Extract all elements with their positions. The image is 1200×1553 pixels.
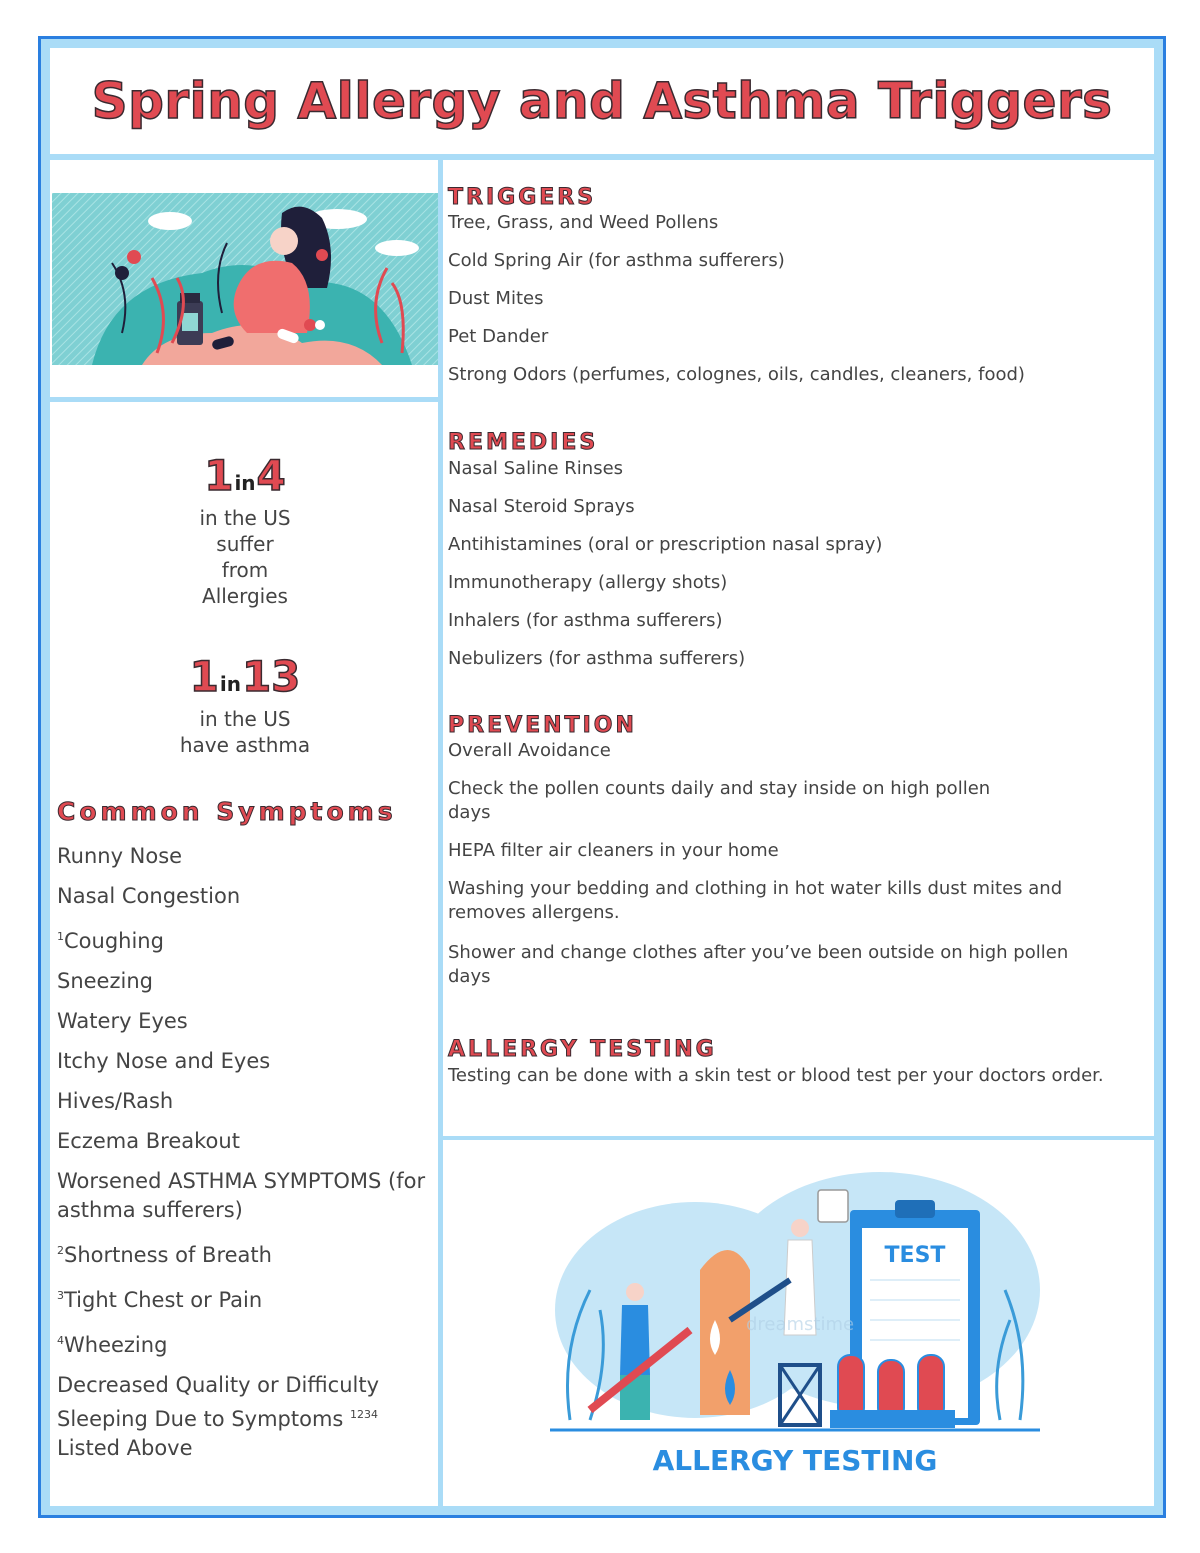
triggers-list xyxy=(448,211,1138,387)
symptom-item: Eczema Breakout xyxy=(57,1129,240,1153)
stat-line: suffer xyxy=(216,532,274,556)
footnote-mark: 4 xyxy=(57,1334,64,1347)
allergy-testing-illustration xyxy=(550,1170,1050,1440)
symptom-item: $^3$Tight Chest or Pain xyxy=(57,1288,263,1312)
footnote-mark: 1 xyxy=(57,930,64,943)
stat-line: in the US xyxy=(199,707,291,731)
remedy-item: Inhalers (for asthma sufferers) xyxy=(448,610,723,631)
stat-number: 1 xyxy=(189,652,219,701)
stat-allergies xyxy=(52,451,438,609)
remedy-item: Nasal Steroid Sprays xyxy=(448,496,635,517)
symptom-item: Hives/Rash xyxy=(57,1089,174,1113)
symptom-item: Decreased Quality or Difficulty Sleeping Due to Symptoms $^{1234}$ Listed Above xyxy=(57,1373,379,1460)
prevention-list xyxy=(448,739,1128,989)
stat-number: 1 xyxy=(204,451,234,500)
stat-in: in xyxy=(234,471,256,495)
divider-title xyxy=(50,154,1154,160)
trigger-item: Cold Spring Air (for asthma sufferers) xyxy=(448,250,785,271)
symptom-item: Worsened ASTHMA SYMPTOMS (for asthma sufferers) xyxy=(57,1169,426,1222)
watermark: dreamstime xyxy=(745,1314,855,1335)
divider-left-illustration xyxy=(50,397,438,402)
testing-text: Testing can be done with a skin test or blood test per your doctors order. xyxy=(448,1065,1104,1086)
symptom-item: $^2$Shortness of Breath xyxy=(57,1243,272,1267)
symptom-item: Itchy Nose and Eyes xyxy=(57,1049,271,1073)
testing-heading: ALLERGY TESTING xyxy=(448,1037,717,1062)
remedy-item: Immunotherapy (allergy shots) xyxy=(448,572,728,593)
symptom-item: Nasal Congestion xyxy=(57,884,241,908)
title-box xyxy=(50,48,1154,154)
test-sign: TEST xyxy=(884,1243,946,1268)
symptoms-list xyxy=(57,842,435,1463)
stat-line: Allergies xyxy=(202,584,288,608)
symptom-item: Watery Eyes xyxy=(57,1009,188,1033)
prevention-heading: PREVENTION xyxy=(448,713,637,738)
remedies-list xyxy=(448,457,1138,671)
stat-allergies-text xyxy=(52,505,438,609)
symptom-item: $^4$Wheezing xyxy=(57,1333,168,1357)
allergy-testing-caption: ALLERGY TESTING xyxy=(652,1444,938,1477)
footnote-mark: 1234 xyxy=(350,1408,379,1421)
prevention-item: Washing your bedding and clothing in hot water kills dust mites and removes allergens. xyxy=(448,878,1063,923)
stat-asthma xyxy=(52,652,438,758)
stat-line: from xyxy=(221,558,269,582)
prevention-item: HEPA filter air cleaners in your home xyxy=(448,840,779,861)
remedy-item: Nasal Saline Rinses xyxy=(448,458,624,479)
prevention-item: Shower and change clothes after you’ve been outside on high pollen days xyxy=(448,942,1069,987)
stat-number: 4 xyxy=(256,451,286,500)
divider-right-illustration xyxy=(443,1136,1154,1140)
page-title: Spring Allergy and Asthma Triggers xyxy=(91,72,1113,130)
footnote-mark: 2 xyxy=(57,1244,64,1257)
triggers-heading: TRIGGERS xyxy=(448,185,597,210)
remedies-heading: REMEDIES xyxy=(448,430,599,455)
remedy-item: Antihistamines (oral or prescription nasal spray) xyxy=(448,534,883,555)
divider-column xyxy=(438,160,443,1506)
footnote-mark: 3 xyxy=(57,1289,64,1302)
symptoms-heading: Common Symptoms xyxy=(57,797,397,826)
stat-asthma-ratio xyxy=(52,652,438,701)
stat-allergies-ratio xyxy=(52,451,438,500)
testing-text-wrap xyxy=(448,1064,1138,1088)
remedy-item: Nebulizers (for asthma sufferers) xyxy=(448,648,746,669)
stat-in: in xyxy=(219,672,241,696)
stat-asthma-text xyxy=(52,706,438,758)
prevention-item: Overall Avoidance xyxy=(448,740,611,761)
trigger-item: Strong Odors (perfumes, colognes, oils, candles, cleaners, food) xyxy=(448,364,1025,385)
stat-line: have asthma xyxy=(179,733,311,757)
stat-number: 13 xyxy=(241,652,301,701)
trigger-item: Dust Mites xyxy=(448,288,544,309)
trigger-item: Pet Dander xyxy=(448,326,549,347)
stat-line: in the US xyxy=(199,506,291,530)
allergy-woman-illustration xyxy=(52,193,438,365)
trigger-item: Tree, Grass, and Weed Pollens xyxy=(448,212,719,233)
symptom-item: Runny Nose xyxy=(57,844,183,868)
symptom-item: Sneezing xyxy=(57,969,153,993)
symptom-item: $^1$Coughing xyxy=(57,929,164,953)
prevention-item: Check the pollen counts daily and stay inside on high pollen days xyxy=(448,778,991,823)
